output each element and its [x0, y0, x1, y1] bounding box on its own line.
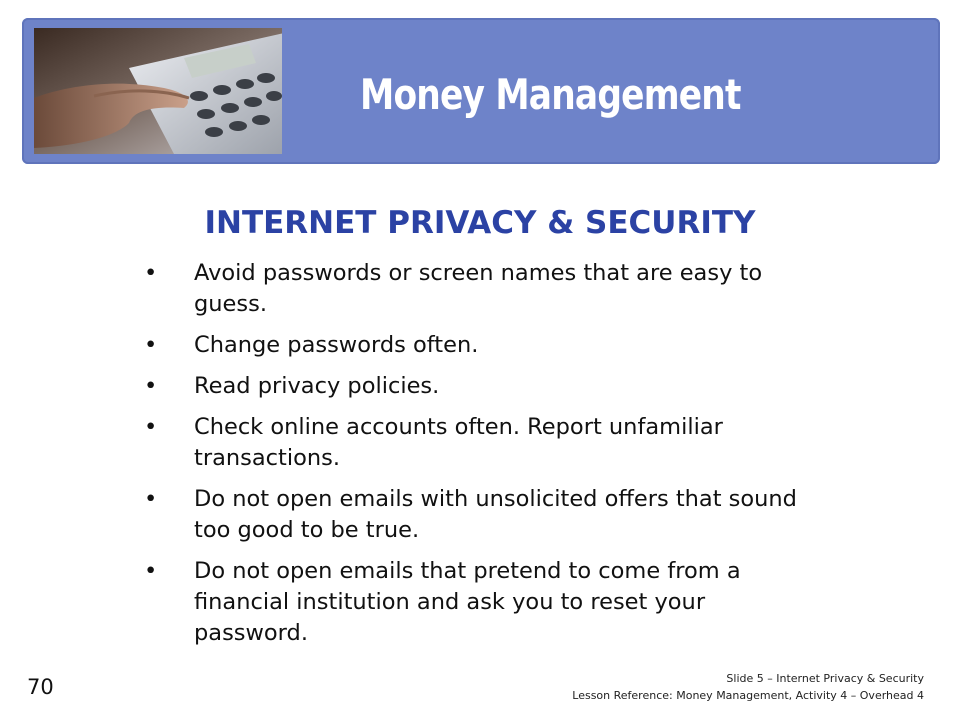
- slide-footer: [572, 670, 924, 704]
- bullet-item: • Do not open emails that pretend to come from a financial institution and ask you to reset your password.: [144, 558, 741, 646]
- slide-heading: INTERNET PRIVACY & SECURITY: [204, 205, 756, 241]
- calculator-photo: [34, 28, 282, 154]
- banner-title: Money Management: [360, 70, 741, 119]
- bullet-item: • Read privacy policies.: [144, 371, 824, 402]
- bullet-item: • Avoid passwords or screen names that are easy to guess.: [144, 260, 763, 317]
- footer-slide-label: Slide 5 – Internet Privacy & Security: [726, 672, 924, 685]
- bullet-item: • Check online accounts often. Report unfamiliar transactions.: [144, 414, 723, 471]
- bullet-icon: •: [144, 373, 158, 399]
- bullet-icon: •: [144, 486, 158, 512]
- footer-lesson-reference: Lesson Reference: Money Management, Activity 4 – Overhead 4: [572, 689, 924, 702]
- header-banner: [22, 18, 940, 164]
- bullet-icon: •: [144, 332, 158, 358]
- page-number: 70: [27, 675, 54, 699]
- bullet-item: • Change passwords often.: [144, 330, 824, 361]
- bullet-icon: •: [144, 260, 158, 286]
- bullet-list: [144, 258, 824, 659]
- bullet-item: • Do not open emails with unsolicited offers that sound too good to be true.: [144, 486, 797, 543]
- bullet-icon: •: [144, 558, 158, 584]
- bullet-icon: •: [144, 414, 158, 440]
